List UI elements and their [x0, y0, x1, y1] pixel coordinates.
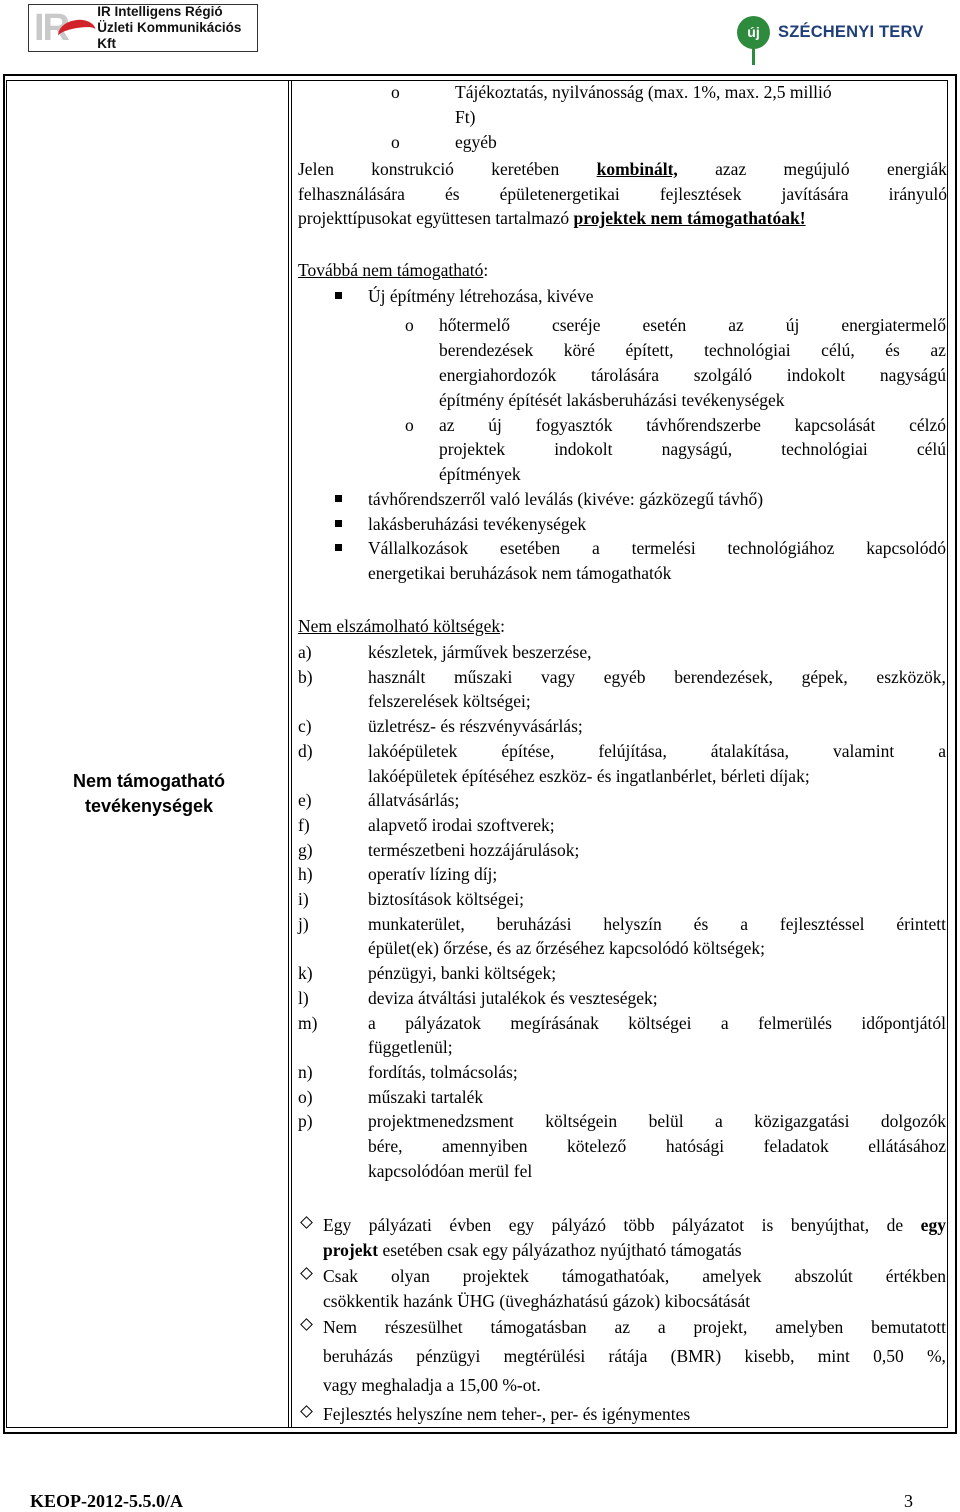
word: új: [488, 415, 502, 435]
word: megírásának: [510, 1012, 599, 1033]
sub-item-line: [439, 338, 946, 363]
word: költségei: [628, 1012, 692, 1033]
sub-item-line: [439, 363, 946, 388]
list-bullet: o: [391, 82, 400, 102]
kombinalt-emphasis: kombinált,: [596, 159, 678, 179]
word: és: [885, 340, 900, 360]
list-item-text: [368, 536, 946, 561]
word: pályázó: [551, 1215, 606, 1235]
word: a: [591, 538, 600, 558]
word: a: [657, 1317, 666, 1337]
word: kisebb,: [744, 1346, 795, 1366]
list-item-text: energetikai beruházások nem támogathatók: [368, 563, 672, 583]
ir-logo: [28, 4, 258, 52]
cost-item-text: készletek, járművek beszerzése,: [368, 642, 592, 662]
word: célú: [916, 439, 946, 459]
uj-badge-icon: új: [737, 16, 770, 49]
word: berendezések: [439, 340, 534, 360]
ir-logo-mark: IR: [32, 6, 95, 50]
sub-item-line: [439, 313, 946, 338]
list-bullet: o: [405, 415, 414, 435]
list-item-text: egyéb: [455, 132, 497, 152]
cost-item-key: p): [298, 1111, 313, 1132]
word: a: [720, 1012, 729, 1033]
word: eszközök,: [876, 666, 946, 687]
word: épületenergetikai: [499, 184, 620, 204]
word: irányuló: [888, 184, 947, 204]
cost-item-text: alapvető irodai szoftverek;: [368, 814, 555, 835]
word: az: [930, 340, 946, 360]
cost-item-text: épület(ek) őrzése, és az őrzéséhez kapcsolódó költségek;: [368, 938, 765, 959]
cost-item-key: i): [298, 889, 309, 909]
cost-item-text: felszerelések költségei;: [368, 691, 531, 712]
word: a: [740, 913, 748, 934]
word: projektmenedzsment: [368, 1111, 514, 1132]
word: célzó: [909, 415, 946, 435]
word: és: [444, 184, 460, 204]
cost-item-key: n): [298, 1061, 313, 1082]
word: de: [886, 1215, 904, 1235]
word: cseréje: [551, 315, 601, 335]
word: feladatok: [763, 1136, 829, 1156]
word: építése,: [501, 740, 555, 761]
word: felhasználására: [298, 184, 405, 204]
column-divider: [288, 80, 289, 1428]
word: az: [439, 415, 455, 435]
cost-item-key: k): [298, 963, 313, 984]
word: hatósági: [665, 1136, 725, 1156]
cost-item-text: [368, 1109, 946, 1134]
sub-item-line: [439, 413, 946, 438]
square-bullet-icon: [335, 544, 342, 551]
word: beruházási: [496, 913, 572, 934]
word: berendezések,: [674, 666, 773, 687]
cost-item-text: pénzügyi, banki költségek;: [368, 963, 557, 984]
word: helyszín: [603, 913, 662, 934]
word: Vállalkozások: [368, 538, 469, 558]
cost-item-key: f): [298, 814, 310, 835]
word: hőtermelő: [439, 315, 510, 335]
word: esetében: [499, 538, 561, 558]
cost-item-key: g): [298, 839, 313, 860]
cost-item-key: j): [298, 913, 309, 934]
word: amelyben: [775, 1317, 844, 1337]
word: beruházás: [323, 1346, 393, 1366]
note-line: projekt esetében csak egy pályázathoz nyújtható támogatás: [323, 1240, 742, 1260]
cost-item-text: [368, 1134, 946, 1159]
word: %,: [926, 1346, 946, 1366]
cost-item-text: lakóépületek építéséhez eszköz- és ingatlanbérlet, bérleti díjak;: [368, 765, 810, 786]
cost-item-text: [368, 665, 946, 690]
cost-item-text: üzletrész- és részvényvásárlás;: [368, 716, 583, 737]
word: felújítása,: [598, 740, 667, 761]
word: (BMR): [670, 1346, 722, 1366]
word: amelyek: [702, 1266, 762, 1286]
cost-item-key: a): [298, 642, 312, 662]
szechenyi-logo: [737, 7, 924, 57]
list-item-text: Ft): [455, 107, 476, 127]
word: pénzügyi: [416, 1346, 481, 1366]
word: megtérülési: [503, 1346, 586, 1366]
word: ellátásához: [868, 1136, 946, 1156]
word: kapcsolását: [794, 415, 876, 435]
word: energiatermelő: [841, 315, 946, 335]
word: mint: [817, 1346, 850, 1366]
word: munkaterület,: [368, 913, 465, 934]
list-bullet: o: [391, 132, 400, 152]
word: javítására: [781, 184, 849, 204]
word: távhőrendszerbe: [646, 415, 761, 435]
word: műszaki: [454, 666, 513, 687]
ir-logo-text: IR Intelligens Régió Üzleti Kommunikációs Kft: [97, 4, 242, 51]
word: felmerülés: [758, 1012, 832, 1033]
word: egy: [920, 1215, 946, 1235]
intro-line-1: Jelen konstrukció keretében kombinált, azaz megújuló energiák: [298, 157, 947, 182]
list-item-text: Új építmény létrehozása, kivéve: [368, 286, 594, 306]
word: pályázati: [368, 1215, 432, 1235]
cost-item-key: l): [298, 987, 309, 1008]
word: esetén: [642, 315, 687, 335]
list-item-text: távhőrendszerről való leválás (kivéve: gázközegű távhő): [368, 489, 764, 509]
word: termelési: [631, 538, 696, 558]
cost-item-text: [368, 739, 946, 764]
row-label: Nem támogatható tevékenységek: [72, 771, 225, 816]
cost-item-text: [368, 1011, 946, 1036]
word: is: [761, 1215, 774, 1235]
word: pályázatok: [405, 1012, 481, 1033]
cost-item-text: operatív lízing díj;: [368, 864, 498, 885]
cost-item-text: természetbeni hozzájárulások;: [368, 839, 580, 860]
not-supported-emphasis: projektek nem támogathatóak!: [573, 208, 806, 228]
cost-item-key: o): [298, 1086, 313, 1107]
word: tárolására: [591, 365, 660, 385]
word: dolgozók: [880, 1111, 946, 1132]
square-bullet-icon: [335, 292, 342, 299]
word: a: [368, 1012, 376, 1033]
cost-item-key: e): [298, 790, 312, 811]
word: és: [693, 913, 709, 934]
word: technológiai: [781, 439, 868, 459]
word: egy: [508, 1215, 535, 1235]
szechenyi-logo-text: SZÉCHENYI TERV: [778, 22, 924, 41]
word: új: [785, 315, 800, 335]
word: köré: [563, 340, 595, 360]
note-line: Fejlesztés helyszíne nem teher-, per- és igénymentes: [323, 1404, 691, 1424]
cost-item-key: c): [298, 716, 312, 737]
note-line: [323, 1344, 946, 1369]
section-heading: Továbbá nem támogatható:: [298, 260, 489, 280]
word: rátája: [608, 1346, 648, 1366]
note-line: [323, 1315, 946, 1340]
word: költségein: [545, 1111, 618, 1132]
note-line: vagy meghaladja a 15,00 %-ot.: [323, 1375, 541, 1395]
word: indokolt: [554, 439, 613, 459]
column-divider-2: [291, 80, 292, 1428]
word: kapcsolódó: [866, 538, 946, 558]
word: technológiához: [727, 538, 835, 558]
word: értékben: [885, 1266, 946, 1286]
word: egyéb: [603, 666, 646, 687]
word: kötelező: [567, 1136, 627, 1156]
intro-line-2: [298, 182, 947, 207]
word: projektek: [462, 1266, 529, 1286]
page-number: 3: [904, 1491, 913, 1511]
cost-item-text: kapcsolódóan merül fel: [368, 1160, 533, 1181]
note-line: csökkentik hazánk ÜHG (üvegházhatású gázok) kibocsátását: [323, 1291, 751, 1311]
note-line: [323, 1213, 946, 1238]
word: benyújthat,: [790, 1215, 870, 1235]
word: lakóépületek: [368, 740, 458, 761]
word: Egy: [323, 1215, 352, 1235]
word: támogathatóak,: [561, 1266, 670, 1286]
cost-item-text: deviza átváltási jutalékok és veszteségek;: [368, 987, 658, 1008]
cost-item-key: b): [298, 666, 313, 687]
sub-item-line: [439, 437, 946, 462]
cost-item-text: [368, 912, 946, 937]
word: átalakítása,: [710, 740, 790, 761]
word: több: [623, 1215, 655, 1235]
word: fejlesztéssel: [779, 913, 865, 934]
word: érintett: [896, 913, 946, 934]
word: szolgáló: [693, 365, 753, 385]
intro-line-3: projekttípusokat együttesen tartalmazó projektek nem támogathatóak!: [298, 208, 806, 228]
word: projekt,: [693, 1317, 748, 1337]
word: részesülhet: [384, 1317, 463, 1337]
cost-item-key: d): [298, 740, 313, 761]
square-bullet-icon: [335, 520, 342, 527]
word: olyan: [390, 1266, 430, 1286]
word: a: [938, 740, 946, 761]
square-bullet-icon: [335, 495, 342, 502]
word: az: [614, 1317, 631, 1337]
cost-item-key: m): [298, 1012, 318, 1033]
cost-item-text: biztosítások költségei;: [368, 889, 525, 909]
sub-item-line: építmények: [439, 464, 521, 484]
word: gépek,: [801, 666, 848, 687]
word: pályázatot: [672, 1215, 745, 1235]
cost-item-text: állatvásárlás;: [368, 790, 460, 811]
word: az: [728, 315, 744, 335]
cost-item-text: függetlenül;: [368, 1037, 453, 1058]
word: valamint: [833, 740, 895, 761]
word: energiahordozók: [439, 365, 557, 385]
cost-item-key: h): [298, 864, 313, 885]
word: támogatásban: [490, 1317, 587, 1337]
cost-item-text: műszaki tartalék: [368, 1086, 484, 1107]
sub-item-line: építmény építését lakásberuházási tevékenységek: [439, 390, 785, 410]
list-item-text: lakásberuházási tevékenységek: [368, 514, 587, 534]
word: időpontjától: [861, 1012, 946, 1033]
word: bemutatott: [871, 1317, 946, 1337]
section-heading: Nem elszámolható költségek:: [298, 616, 506, 636]
word: belül: [648, 1111, 684, 1132]
word: technológiai: [704, 340, 791, 360]
word: használt: [368, 666, 426, 687]
word: közigazgatási: [754, 1111, 850, 1132]
word: Csak: [323, 1266, 358, 1286]
word: évben: [449, 1215, 492, 1235]
word: projektek: [439, 439, 506, 459]
list-bullet: o: [405, 315, 414, 335]
word: bére,: [368, 1136, 403, 1156]
word: 0,50: [873, 1346, 904, 1366]
word: amennyiben: [442, 1136, 528, 1156]
word: fejlesztések: [659, 184, 742, 204]
document-code: KEOP-2012-5.5.0/A: [30, 1491, 183, 1511]
word: nagyságú: [879, 365, 946, 385]
word: célú,: [821, 340, 855, 360]
note-line: [323, 1264, 946, 1289]
word: nagyságú,: [661, 439, 733, 459]
word: épített,: [625, 340, 674, 360]
word: abszolút: [794, 1266, 853, 1286]
word: indokolt: [786, 365, 846, 385]
word: vagy: [541, 666, 576, 687]
list-item-text: Tájékoztatás, nyilvánosság (max. 1%, max. 2,5 millió: [455, 82, 832, 102]
cost-item-text: fordítás, tolmácsolás;: [368, 1061, 518, 1082]
word: fogyasztók: [535, 415, 613, 435]
word: a: [715, 1111, 723, 1132]
word: Nem: [323, 1317, 358, 1337]
